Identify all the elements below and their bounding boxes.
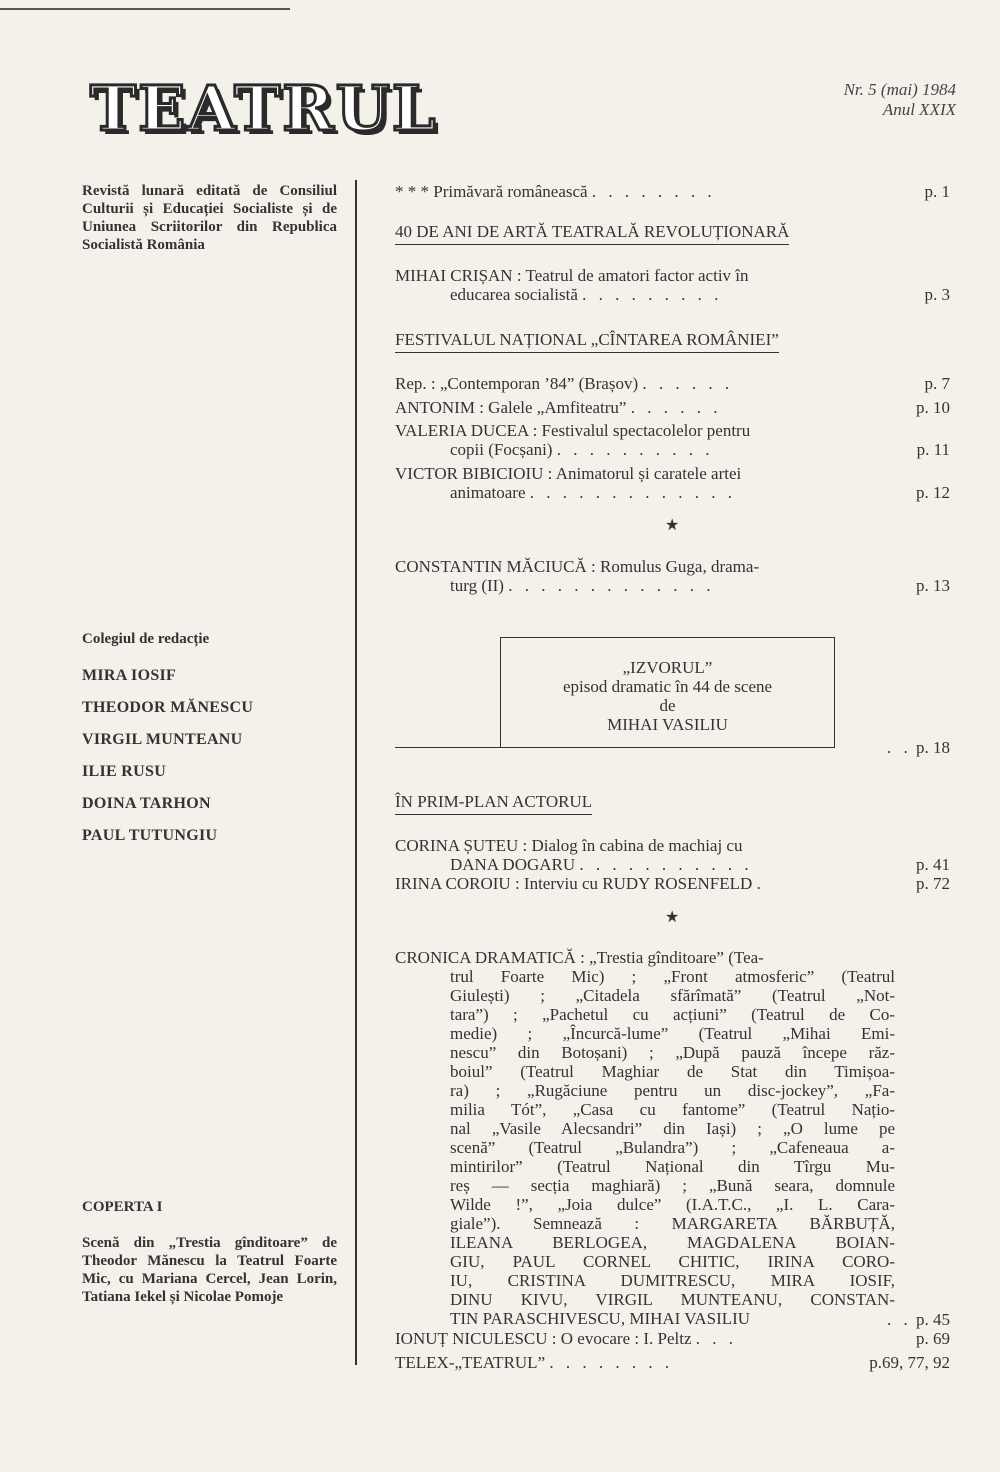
toc-entry-text: CORINA ȘUTEU : Dialog în cabina de machiaj cu bbox=[395, 836, 743, 855]
featured-play-box[interactable] bbox=[500, 637, 835, 748]
column-divider bbox=[355, 180, 357, 1365]
play-subtitle: episod dramatic în 44 de scene bbox=[562, 677, 773, 696]
toc-entry[interactable] bbox=[395, 374, 950, 393]
board-member: MIRA IOSIF bbox=[82, 667, 177, 684]
toc-page-ref: p. 3 bbox=[921, 285, 951, 304]
toc-entry-text: IONUȚ NICULESCU : O evocare : I. Peltz bbox=[395, 1329, 692, 1348]
toc-page-ref: p. 1 bbox=[921, 182, 951, 201]
toc-entry[interactable] bbox=[395, 266, 950, 304]
cronica-line: ra) ; „Rugăciune pentru un disc-jockey”, „Fa- bbox=[450, 1081, 895, 1100]
cronica-line: medie) ; „Încurcă-lume” (Teatrul „Mihai Emi- bbox=[450, 1024, 895, 1043]
box-underline bbox=[395, 747, 835, 748]
board-member: DOINA TARHON bbox=[82, 795, 211, 812]
play-author: MIHAI VASILIU bbox=[607, 715, 728, 734]
cronica-line: milia Tót”, „Casa cu fantome” (Teatrul Națio- bbox=[450, 1100, 895, 1119]
board-member: VIRGIL MUNTEANU bbox=[82, 731, 243, 748]
section-heading: ÎN PRIM-PLAN ACTORUL bbox=[395, 792, 592, 815]
cronica-line: reș — secția maghiară) ; „Bună seara, domnule bbox=[450, 1176, 895, 1195]
toc-leaders: . . . . . . . . . bbox=[582, 285, 723, 304]
toc-leaders: . . bbox=[887, 1310, 912, 1329]
issue-number: Nr. 5 (mai) 1984 bbox=[843, 80, 956, 99]
play-title: „IZVORUL” bbox=[622, 658, 713, 677]
toc-entry-text: CONSTANTIN MĂCIUCĂ : Romulus Guga, drama- bbox=[395, 557, 760, 576]
toc-entry[interactable] bbox=[395, 182, 950, 201]
star-separator-icon: ★ bbox=[665, 517, 680, 534]
toc-entry-text: MIHAI CRIȘAN : Teatrul de amatori factor activ în bbox=[395, 266, 749, 285]
toc-page-ref: p. 72 bbox=[912, 874, 950, 893]
cronica-line: scenă” (Teatrul „Bulandra”) ; „Cafeneaua a- bbox=[450, 1138, 895, 1157]
toc-entry[interactable] bbox=[395, 421, 950, 459]
toc-page-ref: p. 10 bbox=[912, 398, 950, 417]
cronica-line: DINU KIVU, VIRGIL MUNTEANU, CONSTAN- bbox=[450, 1290, 895, 1309]
toc-entry-text: TELEX-„TEATRUL” bbox=[395, 1353, 546, 1372]
toc-leaders: . . . . . . . . . . . . . bbox=[508, 576, 715, 595]
toc-page-ref: p. 7 bbox=[921, 374, 951, 393]
toc-leaders: . . . bbox=[695, 1329, 737, 1348]
toc-entry-text: Rep. : „Contemporan ’84” (Brașov) bbox=[395, 374, 639, 393]
toc-entry[interactable] bbox=[395, 1329, 950, 1348]
board-member: ILIE RUSU bbox=[82, 763, 167, 780]
toc-page-ref: p. 69 bbox=[912, 1329, 950, 1348]
toc-leaders: . . bbox=[887, 738, 912, 757]
toc-leaders: . . . . . . . . . . . . . bbox=[529, 483, 737, 502]
cronica-dramatica-entry[interactable] bbox=[395, 948, 895, 1328]
top-rule bbox=[0, 8, 290, 10]
cronica-line: IU, CRISTINA DUMITRESCU, MIRA IOSIF, bbox=[450, 1271, 895, 1290]
cronica-line: boiul” (Teatrul Maghiar de Stat din Timișoa- bbox=[450, 1062, 895, 1081]
board-member: PAUL TUTUNGIU bbox=[82, 827, 218, 844]
cronica-line: TIN PARASCHIVESCU, MIHAI VASILIU bbox=[450, 1309, 751, 1328]
issue-year: Anul XXIX bbox=[882, 100, 956, 119]
toc-leaders: . . . . . . . . bbox=[549, 1353, 674, 1372]
cronica-line: ILEANA BERLOGEA, MAGDALENA BOIAN- bbox=[450, 1233, 895, 1252]
section-heading: FESTIVALUL NAȚIONAL „CÎNTAREA ROMÂNIEI” bbox=[395, 330, 779, 353]
toc-leaders: . . . . . . . . . . . bbox=[579, 855, 753, 874]
cronica-line: GIU, PAUL CORNEL CHITIC, IRINA CORO- bbox=[450, 1252, 895, 1271]
masthead-title: TEATRUL bbox=[90, 72, 438, 145]
cronica-line: trul Foarte Mic) ; „Front atmosferic” (Teatrul bbox=[450, 967, 895, 986]
cronica-line: CRONICA DRAMATICĂ : „Trestia gînditoare” (Tea- bbox=[395, 948, 764, 967]
cronica-line: Wilde !”, „Joia dulce” (I.A.T.C., „I. L. Cara- bbox=[450, 1195, 895, 1214]
toc-leaders: . bbox=[756, 874, 765, 893]
toc-page-ref: p. 41 bbox=[912, 855, 950, 874]
toc-leaders: . . . . . . bbox=[642, 374, 734, 393]
toc-entry-text: VICTOR BIBICIOIU : Animatorul și caratele artei bbox=[395, 464, 742, 483]
toc-entry[interactable] bbox=[395, 836, 950, 874]
cronica-line: tara”) ; „Pachetul cu acțiuni” (Teatrul de Co- bbox=[450, 1005, 895, 1024]
cover-description: Scenă din „Trestia gînditoare” de Theodor Mănescu la Teatrul Foarte Mic, cu Mariana Cercel, Jean Lorin, Tatiana Iekel și Nicolae Pomoje bbox=[82, 1235, 337, 1305]
section-heading: 40 DE ANI DE ARTĂ TEATRALĂ REVOLUȚIONARĂ bbox=[395, 222, 789, 245]
toc-page-ref: p. 11 bbox=[913, 440, 950, 459]
toc-page-ref: p. 18 bbox=[916, 738, 950, 757]
cover-credit bbox=[82, 1198, 337, 1306]
publisher-note: Revistă lunară editată de Consiliul Culturii și Educației Socialiste și de Uniunea Scriitorilor din Republica Socialistă România bbox=[82, 183, 337, 253]
issue-info bbox=[844, 80, 956, 120]
toc-entry-text: * * * Primăvară românească bbox=[395, 182, 588, 201]
toc-entry-text: ANTONIM : Galele „Amfiteatru” bbox=[395, 398, 627, 417]
featured-play-ref bbox=[887, 738, 950, 757]
toc-entry-text: IRINA COROIU : Interviu cu RUDY ROSENFELD bbox=[395, 874, 753, 893]
toc-leaders: . . . . . . . . bbox=[591, 182, 716, 201]
toc-entry-text-cont: educarea socialistă bbox=[450, 285, 578, 304]
toc-leaders: . . . . . . . . . . bbox=[556, 440, 714, 459]
toc-entry-text-cont: DANA DOGARU bbox=[450, 855, 576, 874]
cronica-line: nescu” din Botoșani) ; „După pauză începe răz- bbox=[450, 1043, 895, 1062]
cronica-page-ref bbox=[887, 1310, 950, 1329]
cronica-line: nal „Vasile Alecsandri” din Iași) ; „O lume pe bbox=[450, 1119, 895, 1138]
toc-entry[interactable] bbox=[395, 464, 950, 502]
cover-label: COPERTA I bbox=[82, 1199, 163, 1215]
toc-entry[interactable] bbox=[395, 557, 950, 595]
toc-page-ref: p. 12 bbox=[912, 483, 950, 502]
toc-page-ref: p. 13 bbox=[912, 576, 950, 595]
star-separator-icon: ★ bbox=[665, 909, 680, 926]
editorial-board-label: Colegiul de redacție bbox=[82, 631, 210, 647]
toc-entry[interactable] bbox=[395, 874, 950, 893]
toc-entry[interactable] bbox=[395, 398, 950, 417]
board-member: THEODOR MĂNESCU bbox=[82, 699, 254, 716]
editorial-board bbox=[82, 630, 337, 852]
cronica-line: Giulești) ; „Citadela sfărîmată” (Teatrul „Not- bbox=[450, 986, 895, 1005]
cronica-line: giale”). Semnează : MARGARETA BĂRBUȚĂ, bbox=[450, 1214, 895, 1233]
cronica-line: mintirilor” (Teatrul Național din Tîrgu Mu- bbox=[450, 1157, 895, 1176]
toc-page-ref: p. 45 bbox=[916, 1310, 950, 1329]
toc-entry-text-cont: turg (II) bbox=[450, 576, 504, 595]
toc-entry-text-cont: animatoare bbox=[450, 483, 526, 502]
toc-entry-text-cont: copii (Focșani) bbox=[450, 440, 553, 459]
play-by: de bbox=[659, 696, 676, 715]
toc-leaders: . . . . . . bbox=[630, 398, 722, 417]
toc-entry[interactable] bbox=[395, 1353, 950, 1372]
toc-entry-text: VALERIA DUCEA : Festivalul spectacolelor pentru bbox=[395, 421, 751, 440]
toc-page-ref: p.69, 77, 92 bbox=[865, 1353, 950, 1372]
